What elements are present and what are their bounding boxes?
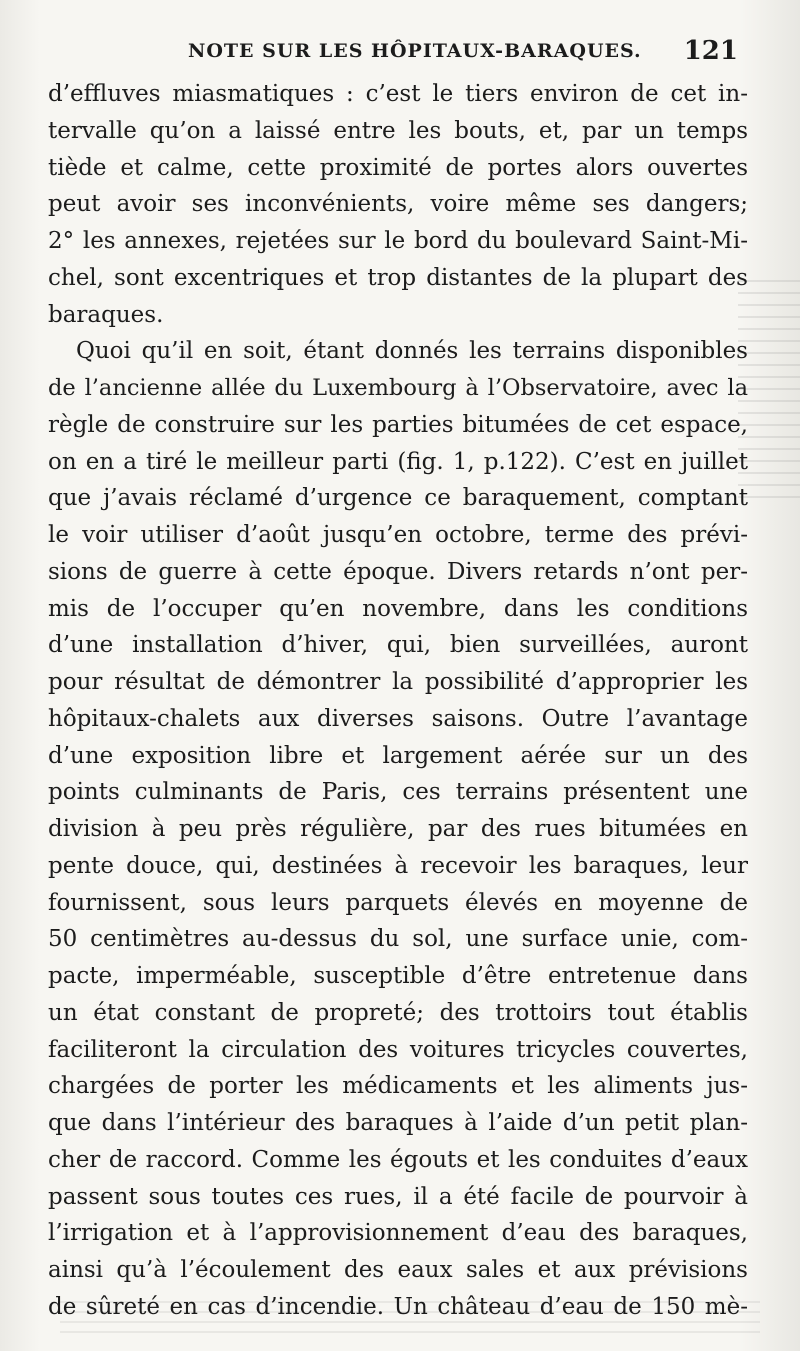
text-line: faciliteront la circulation des voitures tricycles couvertes, — [48, 1036, 748, 1063]
text-line: passent sous toutes ces rues, il a été facile de pourvoir à — [48, 1183, 748, 1210]
body-text — [48, 76, 748, 1326]
text-line: on en a tiré le meilleur parti (fig. 1, p.122). C’est en juillet — [48, 448, 748, 475]
text-line: division à peu près régulière, par des rues bitumées en — [48, 816, 748, 842]
text-line: peut avoir ses inconvénients, voire même ses dangers; — [48, 191, 748, 218]
text-line: chel, sont excentriques et trop distantes de la plupart des — [48, 264, 748, 291]
text-line: l’irrigation et à l’approvisionnement d’eau des baraques, — [48, 1220, 748, 1247]
text-line: d’une installation d’hiver, qui, bien surveillées, auront — [48, 632, 748, 659]
text-line: points culminants de Paris, ces terrains présentent une — [48, 779, 748, 806]
text-line: pacte, imperméable, susceptible d’être entretenue dans — [48, 963, 748, 989]
text-line: que j’avais réclamé d’urgence ce baraquement, comptant — [48, 485, 748, 512]
text-line: hôpitaux-chalets aux diverses saisons. Outre l’avantage — [48, 705, 748, 732]
text-line: baraques. — [48, 301, 164, 328]
text-line: de sûreté en cas d’incendie. Un château d’eau de 150 mè- — [48, 1293, 748, 1320]
paragraph-2 — [48, 333, 748, 1325]
text-line: tiède et calme, cette proximité de portes alors ouvertes — [48, 154, 748, 181]
text-line: règle de construire sur les parties bitumées de cet espace, — [48, 411, 748, 438]
running-title: NOTE SUR LES HÔPITAUX-BARAQUES. — [188, 40, 642, 62]
text-line: tervalle qu’on a laissé entre les bouts, et, par un temps — [48, 117, 748, 144]
text-line: que dans l’intérieur des baraques à l’aide d’un petit plan- — [48, 1110, 748, 1136]
paragraph-1 — [48, 76, 748, 333]
text-line: pente douce, qui, destinées à recevoir les baraques, leur — [48, 852, 748, 879]
text-line: fournissent, sous leurs parquets élevés en moyenne de — [48, 889, 748, 916]
text-line: 50 centimètres au-dessus du sol, une surface unie, com- — [48, 926, 748, 953]
text-line: sions de guerre à cette époque. Divers retards n’ont per- — [48, 558, 748, 585]
text-line: ainsi qu’à l’écoulement des eaux sales et aux prévisions — [48, 1257, 748, 1283]
text-line: un état constant de propreté; des trottoirs tout établis — [48, 999, 748, 1026]
text-line: mis de l’occuper qu’en novembre, dans les conditions — [48, 595, 748, 622]
text-line: pour résultat de démontrer la possibilité d’approprier les — [48, 669, 748, 695]
text-line: de l’ancienne allée du Luxembourg à l’Observatoire, avec la — [48, 375, 748, 401]
text-line: d’effluves miasmatiques : c’est le tiers environ de cet in- — [48, 81, 748, 107]
page-number: 121 — [683, 36, 738, 66]
text-line: d’une exposition libre et largement aérée sur un des — [48, 742, 748, 769]
text-line: Quoi qu’il en soit, étant donnés les terrains disponibles — [76, 338, 748, 365]
text-line: chargées de porter les médicaments et les aliments jus- — [48, 1073, 748, 1100]
text-line: 2° les annexes, rejetées sur le bord du boulevard Saint-Mi- — [48, 228, 748, 254]
text-line: le voir utiliser d’août jusqu’en octobre, terme des prévi- — [48, 522, 748, 548]
page-header — [48, 38, 738, 68]
text-line: cher de raccord. Comme les égouts et les conduites d’eaux — [48, 1146, 748, 1173]
